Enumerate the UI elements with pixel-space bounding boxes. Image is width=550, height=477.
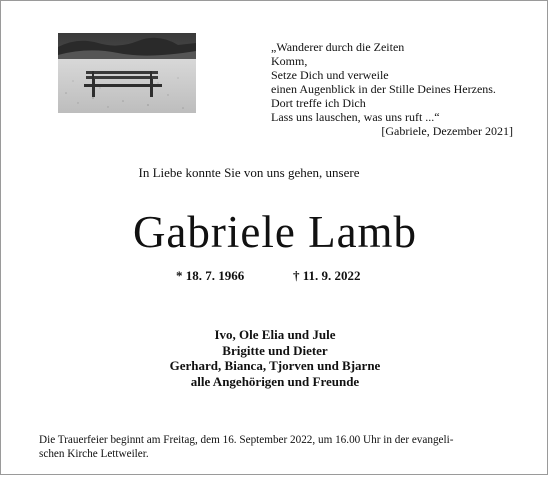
poem-line: „Wanderer durch die Zeiten [271,40,405,54]
poem-line: Komm, [271,54,308,68]
mourner-line: Brigitte und Dieter [222,342,328,358]
poem-attribution: [Gabriele, Dezember 2021] [381,124,513,138]
intro-text: In Liebe konnte Sie von uns gehen, unsere [138,165,360,180]
birth-date: * 18. 7. 1966 [176,268,245,283]
deceased-name: Gabriele Lamb [132,207,418,257]
mourners-list [1,327,549,389]
death-date: † 11. 9. 2022 [293,268,361,283]
poem-line: Lass uns lauschen, was uns ruft ...“ [271,110,440,124]
mourner-line: Ivo, Ole Elia und Jule [214,327,336,342]
funeral-info [39,433,519,461]
snowy-bench-photo [58,33,196,113]
mourner-line: alle Angehörigen und Freunde [190,373,360,389]
funeral-info-line: schen Kirche Lettweiler. [39,448,149,460]
poem-line: einen Augenblick in der Stille Deines Herzens. [271,82,496,96]
poem-line: Dort treffe ich Dich [271,96,366,110]
poem-line: Setze Dich und verweile [271,68,389,82]
poem-quote [271,40,513,138]
funeral-info-line: Die Trauerfeier beginnt am Freitag, dem 16. September 2022, um 16.00 Uhr in der evangeli- [39,434,454,446]
mourner-line: Gerhard, Bianca, Tjorven und Bjarne [169,358,381,373]
